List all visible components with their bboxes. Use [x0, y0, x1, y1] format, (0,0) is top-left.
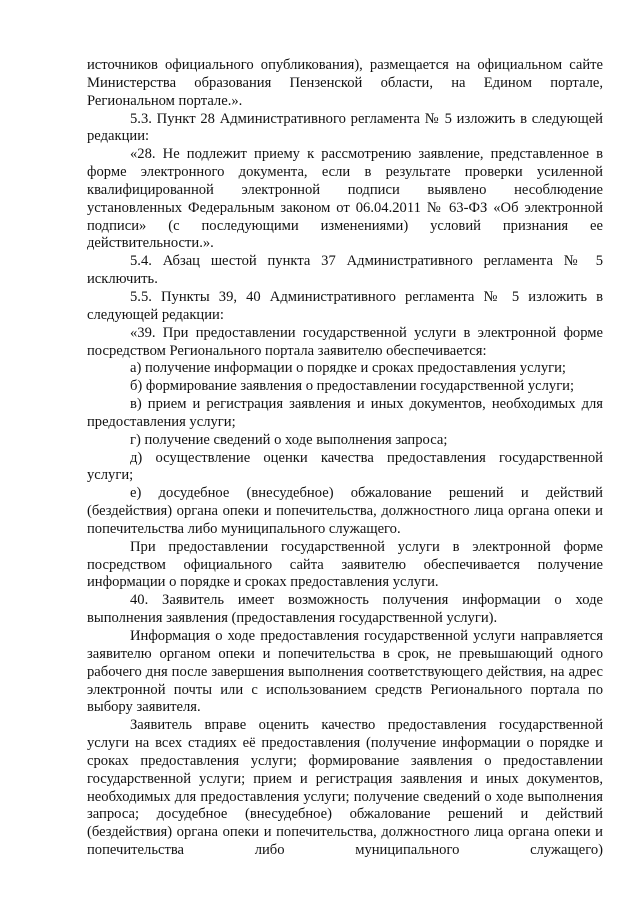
paragraph-40: 40. Заявитель имеет возможность получения информации о ходе выполнения заявления (предоставления государственной услуги).: [87, 592, 603, 627]
paragraph-quality-assessment: Заявитель вправе оценить качество предоставления государственной услуги на всех стадиях её предоставления (получение информации о порядке и сроках предоставления услуги; формирование заявления о предоставлении государственной услуги; прием и регистрация заявления и иных документов, необходимых для предоставления услуги; получение сведений о ходе выполнения запроса; досудебное (внесудебное) обжалование решений и действий (бездействия) органа опеки и попечительства, должностного лица органа опеки и попечительства либо муниципального служащего): [87, 717, 603, 859]
paragraph-continuation: источников официального опубликования), размещается на официальном сайте Министерства образования Пензенской области, на Едином портале, Региональном портале.».: [87, 57, 603, 109]
paragraph-5-3: 5.3. Пункт 28 Административного регламента № 5 изложить в следующей редакции:: [87, 110, 603, 145]
paragraph-information: Информация о ходе предоставления государственной услуги направляется заявителю органом опеки и попечительства в срок, не превышающий одного рабочего дня после завершения выполнения соответствующего действия, на адрес электронной почты или с использованием средств Регионального портала по выбору заявителя.: [87, 628, 603, 716]
list-item-e: е) досудебное (внесудебное) обжалование решений и действий (бездействия) органа опеки и попечительства, должностного лица органа опеки и попечительства либо муниципального служащего.: [87, 485, 603, 537]
list-item-v: в) прием и регистрация заявления и иных документов, необходимых для предоставления услуги;: [87, 396, 603, 430]
list-item-g: г) получение сведений о ходе выполнения запроса;: [130, 431, 448, 448]
list-item-a: а) получение информации о порядке и сроках предоставления услуги;: [130, 360, 566, 377]
paragraph-5-5: 5.5. Пункты 39, 40 Административного регламента № 5 изложить в следующей редакции:: [87, 288, 603, 323]
paragraph-official-site: При предоставлении государственной услуги в электронной форме посредством официального сайта заявителю обеспечивается получение информации о порядке и сроках предоставления услуги.: [87, 538, 603, 591]
paragraph-5-4: 5.4. Абзац шестой пункта 37 Административного регламента № 5 исключить.: [87, 253, 603, 288]
list-item-b: б) формирование заявления о предоставлении государственной услуги;: [130, 378, 575, 395]
document-page: [87, 57, 603, 860]
paragraph-39: «39. При предоставлении государственной услуги в электронной форме посредством Регионального портала заявителю обеспечивается:: [87, 324, 603, 359]
list-item-d: д) осуществление оценки качества предоставления государственной услуги;: [87, 449, 603, 484]
paragraph-28: «28. Не подлежит приему к рассмотрению заявление, представленное в форме электронного документа, если в результате проверки усиленной квалифицированной электронной подписи выявлено несоблюдение установленных Федеральным законом от 06.04.2011 № 63-ФЗ «Об электронной подписи» (с последующими изменениями) условий признания ее действительности.».: [87, 146, 603, 252]
